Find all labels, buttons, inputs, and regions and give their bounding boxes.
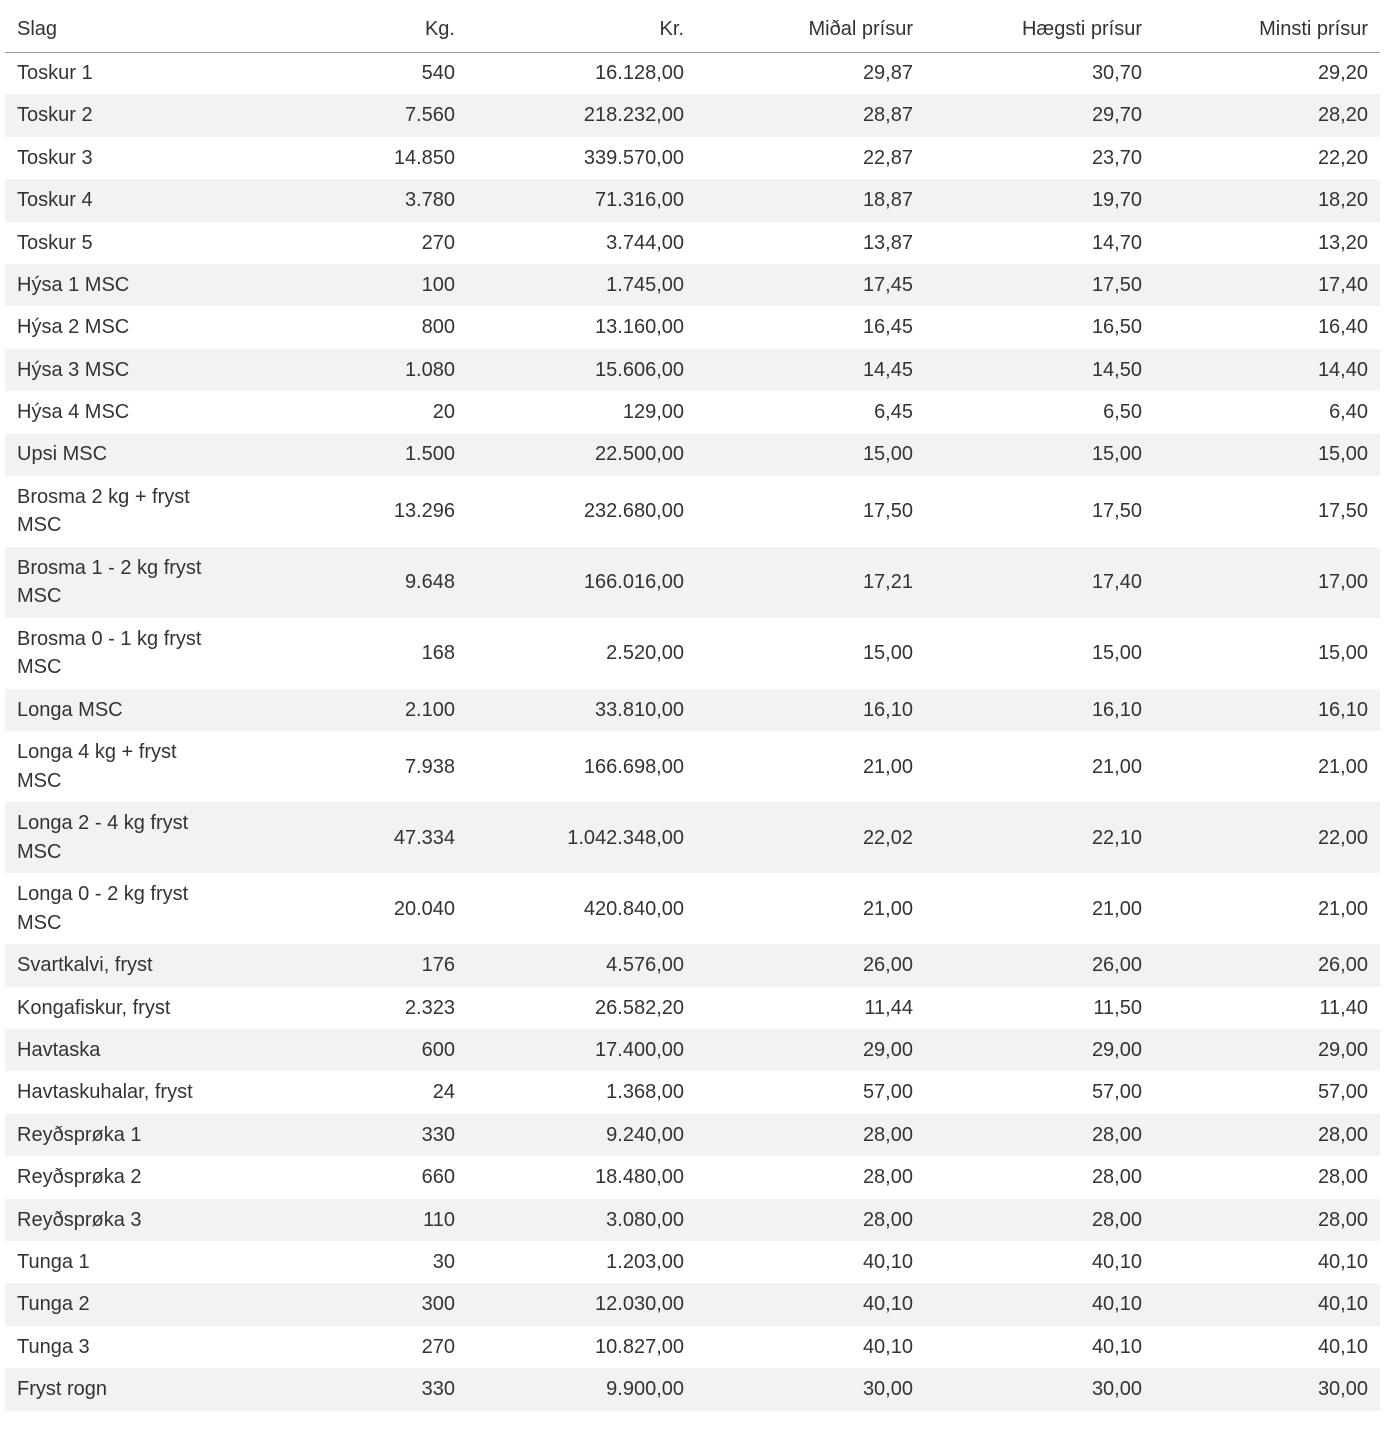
cell-slag: Reyðsprøka 1 (17, 1123, 142, 1146)
cell-slag: Hýsa 2 MSC (17, 316, 130, 339)
cell-kg: 3.780 (404, 189, 455, 212)
cell-min-price: 15,00 (1317, 443, 1368, 466)
cell-max-price: 11,50 (1093, 996, 1142, 1019)
cell-min-price: 40,10 (1317, 1335, 1368, 1358)
cell-kg: 168 (421, 642, 455, 665)
cell-kr: 12.030,00 (595, 1293, 684, 1316)
cell-kr: 4.576,00 (606, 954, 684, 977)
cell-kg: 110 (423, 1208, 455, 1231)
table-row (5, 987, 1380, 1029)
cell-min-price: 57,00 (1317, 1081, 1368, 1104)
cell-kr: 22.500,00 (595, 443, 684, 466)
cell-avg-price: 17,45 (862, 273, 913, 296)
cell-kr: 166.698,00 (583, 755, 684, 778)
cell-max-price: 21,00 (1091, 897, 1142, 920)
cell-max-price: 16,10 (1091, 698, 1142, 721)
table-row (5, 873, 1380, 944)
cell-min-price: 28,20 (1317, 104, 1368, 127)
table-row (5, 1029, 1380, 1071)
cell-min-price: 6,40 (1329, 401, 1368, 424)
cell-kr: 1.745,00 (606, 273, 684, 296)
column-header-slag: Slag (5, 7, 238, 52)
cell-min-price: 30,00 (1317, 1378, 1368, 1401)
cell-min-price: 22,20 (1317, 146, 1368, 169)
table-row (5, 1114, 1380, 1156)
cell-avg-price: 29,87 (862, 62, 913, 85)
cell-max-price: 19,70 (1091, 189, 1142, 212)
cell-avg-price: 17,50 (862, 500, 913, 523)
cell-max-price: 14,70 (1091, 231, 1142, 254)
price-table-container (5, 7, 1380, 1411)
cell-avg-price: 30,00 (862, 1378, 913, 1401)
cell-kg: 176 (421, 954, 455, 977)
table-row (5, 618, 1380, 689)
cell-max-price: 40,10 (1091, 1250, 1142, 1273)
cell-min-price: 28,00 (1317, 1123, 1368, 1146)
table-row (5, 547, 1380, 618)
cell-kr: 129,00 (622, 401, 684, 424)
cell-min-price: 21,00 (1317, 755, 1368, 778)
cell-avg-price: 40,10 (862, 1293, 913, 1316)
cell-avg-price: 21,00 (862, 897, 913, 920)
table-row (5, 1326, 1380, 1368)
cell-slag: Longa 4 kg + fryst MSC (17, 741, 177, 792)
table-row (5, 179, 1380, 221)
cell-kr: 218.232,00 (583, 104, 684, 127)
cell-kr: 9.240,00 (606, 1123, 684, 1146)
cell-min-price: 17,50 (1317, 500, 1368, 523)
table-row (5, 689, 1380, 731)
cell-kg: 330 (421, 1123, 455, 1146)
cell-max-price: 26,00 (1091, 954, 1142, 977)
cell-avg-price: 21,00 (862, 755, 913, 778)
cell-kg: 100 (421, 273, 455, 296)
cell-max-price: 14,50 (1091, 358, 1142, 381)
cell-slag: Hýsa 3 MSC (17, 358, 130, 381)
cell-slag: Toskur 3 (17, 146, 93, 169)
cell-min-price: 21,00 (1317, 897, 1368, 920)
cell-kr: 15.606,00 (595, 358, 684, 381)
table-row (5, 349, 1380, 391)
table-row (5, 306, 1380, 348)
cell-max-price: 17,50 (1091, 273, 1142, 296)
cell-max-price: 30,70 (1091, 62, 1142, 85)
cell-kg: 1.080 (404, 358, 455, 381)
cell-kr: 18.480,00 (595, 1166, 684, 1189)
table-row (5, 222, 1380, 264)
cell-avg-price: 28,00 (862, 1166, 913, 1189)
table-row (5, 1368, 1380, 1410)
cell-kr: 3.080,00 (606, 1208, 684, 1231)
cell-kr: 2.520,00 (606, 642, 684, 665)
cell-avg-price: 28,00 (862, 1208, 913, 1231)
table-row (5, 1071, 1380, 1113)
table-row (5, 944, 1380, 986)
cell-kr: 1.368,00 (606, 1081, 684, 1104)
cell-kg: 2.323 (404, 996, 455, 1019)
column-header-max-price: Hægsti prísur (925, 7, 1154, 52)
cell-avg-price: 17,21 (862, 571, 913, 594)
cell-avg-price: 11,44 (864, 996, 913, 1019)
cell-min-price: 40,10 (1317, 1293, 1368, 1316)
cell-min-price: 29,00 (1317, 1039, 1368, 1062)
cell-max-price: 23,70 (1091, 146, 1142, 169)
cell-min-price: 14,40 (1317, 358, 1368, 381)
cell-avg-price: 40,10 (862, 1250, 913, 1273)
cell-slag: Tunga 3 (17, 1335, 90, 1358)
cell-max-price: 28,00 (1091, 1208, 1142, 1231)
cell-kr: 17.400,00 (595, 1039, 684, 1062)
cell-min-price: 40,10 (1317, 1250, 1368, 1273)
table-row (5, 476, 1380, 547)
cell-kg: 24 (432, 1081, 455, 1104)
table-row (5, 1156, 1380, 1198)
table-row (5, 264, 1380, 306)
cell-slag: Longa 2 - 4 kg fryst MSC (17, 812, 189, 863)
cell-kg: 300 (421, 1293, 455, 1316)
cell-slag: Tunga 2 (17, 1293, 90, 1316)
cell-slag: Brosma 0 - 1 kg fryst MSC (17, 627, 202, 679)
cell-kr: 26.582,20 (595, 996, 684, 1019)
cell-min-price: 28,00 (1317, 1166, 1368, 1189)
table-row (5, 434, 1380, 476)
column-header-min-price: Minsti prísur (1154, 7, 1380, 52)
cell-min-price: 28,00 (1317, 1208, 1368, 1231)
cell-avg-price: 15,00 (862, 443, 913, 466)
cell-avg-price: 18,87 (862, 189, 913, 212)
cell-kg: 270 (421, 1335, 455, 1358)
cell-min-price: 16,40 (1317, 316, 1368, 339)
cell-slag: Brosma 1 - 2 kg fryst MSC (17, 556, 202, 608)
cell-max-price: 15,00 (1091, 642, 1142, 665)
cell-slag: Upsi MSC (17, 443, 108, 466)
cell-slag: Svartkalvi, fryst (17, 954, 153, 977)
column-header-avg-price: Miðal prísur (696, 7, 925, 52)
cell-min-price: 18,20 (1317, 189, 1368, 212)
cell-slag: Tunga 1 (17, 1250, 90, 1273)
cell-max-price: 16,50 (1091, 316, 1142, 339)
cell-slag: Longa MSC (17, 698, 123, 721)
cell-max-price: 6,50 (1103, 401, 1142, 424)
cell-max-price: 57,00 (1091, 1081, 1142, 1104)
cell-min-price: 13,20 (1317, 231, 1368, 254)
cell-min-price: 17,00 (1317, 571, 1368, 594)
table-row (5, 731, 1380, 802)
cell-slag: Kongafiskur, fryst (17, 996, 171, 1019)
cell-avg-price: 6,45 (874, 401, 913, 424)
cell-min-price: 29,20 (1317, 62, 1368, 85)
cell-kg: 270 (421, 231, 455, 254)
cell-avg-price: 29,00 (862, 1039, 913, 1062)
cell-avg-price: 16,10 (862, 698, 913, 721)
cell-slag: Toskur 4 (17, 189, 93, 212)
table-row (5, 391, 1380, 433)
cell-kr: 339.570,00 (583, 146, 684, 169)
cell-max-price: 30,00 (1091, 1378, 1142, 1401)
cell-slag: Toskur 1 (17, 62, 93, 85)
cell-max-price: 29,70 (1091, 104, 1142, 127)
cell-max-price: 28,00 (1091, 1123, 1142, 1146)
table-header-row (5, 7, 1380, 52)
fish-price-table (5, 7, 1380, 1411)
cell-kg: 800 (421, 316, 455, 339)
column-header-kg: Kg. (238, 7, 467, 52)
table-row (5, 94, 1380, 136)
cell-slag: Reyðsprøka 3 (17, 1208, 142, 1231)
cell-kg: 47.334 (393, 826, 455, 849)
table-row (5, 52, 1380, 94)
table-row (5, 1199, 1380, 1241)
cell-kg: 20.040 (393, 897, 455, 920)
cell-slag: Reyðsprøka 2 (17, 1166, 142, 1189)
cell-slag: Havtaska (17, 1039, 101, 1062)
cell-kg: 7.938 (404, 755, 455, 778)
table-row (5, 802, 1380, 873)
cell-kg: 660 (421, 1166, 455, 1189)
cell-avg-price: 26,00 (862, 954, 913, 977)
cell-kr: 232.680,00 (583, 500, 684, 523)
cell-min-price: 22,00 (1317, 826, 1368, 849)
cell-max-price: 40,10 (1091, 1335, 1142, 1358)
cell-kr: 16.128,00 (595, 62, 684, 85)
cell-slag: Hýsa 1 MSC (17, 273, 130, 296)
cell-avg-price: 14,45 (862, 358, 913, 381)
cell-min-price: 26,00 (1317, 954, 1368, 977)
cell-kr: 33.810,00 (595, 698, 684, 721)
cell-slag: Toskur 5 (17, 231, 93, 254)
cell-kg: 330 (421, 1378, 455, 1401)
cell-slag: Toskur 2 (17, 104, 93, 127)
cell-avg-price: 22,87 (862, 146, 913, 169)
cell-min-price: 16,10 (1317, 698, 1368, 721)
cell-max-price: 15,00 (1091, 443, 1142, 466)
cell-kr: 13.160,00 (595, 316, 684, 339)
cell-min-price: 11,40 (1319, 996, 1368, 1019)
cell-slag: Brosma 2 kg + fryst MSC (17, 485, 190, 537)
table-row (5, 1241, 1380, 1283)
cell-max-price: 21,00 (1091, 755, 1142, 778)
cell-avg-price: 16,45 (862, 316, 913, 339)
cell-min-price: 17,40 (1317, 273, 1368, 296)
cell-kg: 9.648 (404, 571, 455, 594)
cell-avg-price: 28,87 (862, 104, 913, 127)
cell-kg: 13.296 (393, 500, 455, 523)
cell-kg: 14.850 (393, 146, 455, 169)
cell-avg-price: 22,02 (862, 826, 913, 849)
cell-max-price: 28,00 (1091, 1166, 1142, 1189)
cell-kg: 7.560 (404, 104, 455, 127)
cell-kr: 1.042.348,00 (567, 826, 684, 849)
cell-kr: 1.203,00 (606, 1250, 684, 1273)
cell-kg: 20 (432, 401, 455, 424)
cell-max-price: 22,10 (1091, 826, 1142, 849)
cell-kr: 71.316,00 (595, 189, 684, 212)
cell-max-price: 29,00 (1091, 1039, 1142, 1062)
cell-max-price: 17,40 (1091, 571, 1142, 594)
cell-kr: 10.827,00 (595, 1335, 684, 1358)
table-row (5, 1283, 1380, 1325)
cell-avg-price: 57,00 (862, 1081, 913, 1104)
table-row (5, 137, 1380, 179)
cell-slag: Hýsa 4 MSC (17, 401, 130, 424)
cell-slag: Havtaskuhalar, fryst (17, 1081, 193, 1104)
cell-slag: Fryst rogn (17, 1378, 108, 1401)
cell-kr: 9.900,00 (606, 1378, 684, 1401)
cell-kg: 540 (421, 62, 455, 85)
cell-avg-price: 13,87 (862, 231, 913, 254)
table-body (5, 52, 1380, 1411)
cell-avg-price: 15,00 (862, 642, 913, 665)
cell-kg: 600 (421, 1039, 455, 1062)
cell-avg-price: 40,10 (862, 1335, 913, 1358)
cell-kr: 166.016,00 (583, 571, 684, 594)
cell-kr: 420.840,00 (583, 897, 684, 920)
cell-max-price: 40,10 (1091, 1293, 1142, 1316)
column-header-kr: Kr. (467, 7, 696, 52)
cell-avg-price: 28,00 (862, 1123, 913, 1146)
cell-kg: 1.500 (404, 443, 455, 466)
cell-kg: 2.100 (404, 698, 455, 721)
cell-max-price: 17,50 (1091, 500, 1142, 523)
cell-min-price: 15,00 (1317, 642, 1368, 665)
cell-kr: 3.744,00 (606, 231, 684, 254)
cell-slag: Longa 0 - 2 kg fryst MSC (17, 883, 189, 934)
cell-kg: 30 (432, 1250, 455, 1273)
